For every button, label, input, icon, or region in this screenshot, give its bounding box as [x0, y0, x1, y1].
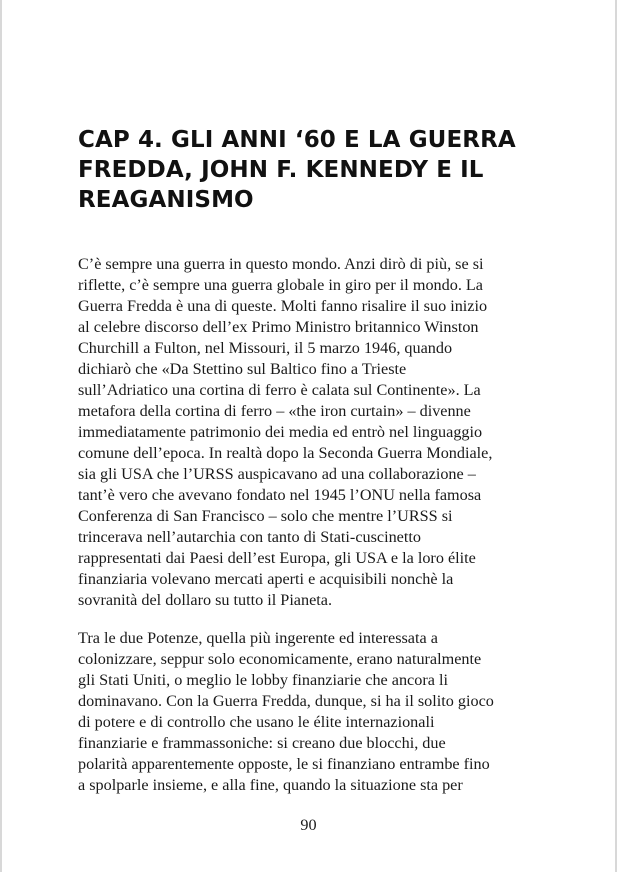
text-line: di potere e di controllo che usano le élite internazionali — [78, 713, 435, 731]
text-line: sia gli USA che l’URSS auspicavano ad una collaborazione – — [78, 465, 476, 483]
text-line: dichiarò che «Da Stettino sul Baltico fino a Trieste — [78, 360, 407, 378]
chapter-title-line: FREDDA, JOHN F. KENNEDY E IL — [78, 157, 484, 183]
text-line: sovranità del dollaro su tutto il Pianeta. — [78, 591, 333, 609]
chapter-title-line: REAGANISMO — [78, 187, 254, 213]
text-line: dominavano. Con la Guerra Fredda, dunque, si ha il solito gioco — [78, 692, 494, 710]
text-line: rappresentati dai Paesi dell’est Europa, gli USA e la loro élite — [78, 549, 476, 567]
text-line: gli Stati Uniti, o meglio le lobby finanziarie che ancora li — [78, 671, 448, 689]
text-line: sull’Adriatico una cortina di ferro è calata sul Continente». La — [78, 381, 481, 399]
chapter-title-line: CAP 4. GLI ANNI ‘60 E LA GUERRA — [78, 127, 516, 153]
text-line: al celebre discorso dell’ex Primo Ministro britannico Winston — [78, 318, 479, 336]
text-line: Guerra Fredda è una di queste. Molti fanno risalire il suo inizio — [78, 297, 488, 315]
text-line: immediatamente patrimonio dei media ed entrò nel linguaggio — [78, 423, 483, 441]
text-line: Churchill a Fulton, nel Missouri, il 5 marzo 1946, quando — [78, 339, 453, 357]
text-line: Conferenza di San Francisco – solo che mentre l’URSS si — [78, 507, 453, 525]
text-line: riflette, c’è sempre una guerra globale in giro per il mondo. La — [78, 276, 483, 294]
text-line: Tra le due Potenze, quella più ingerente ed interessata a — [78, 629, 438, 647]
page-frame-left — [0, 0, 2, 872]
text-line: trincerava nell’autarchia con tanto di Stati-cuscinetto — [78, 528, 421, 546]
text-line: colonizzare, seppur solo economicamente, erano naturalmente — [78, 650, 482, 668]
text-line: a spolparle insieme, e alla fine, quando la situazione sta per — [78, 776, 463, 794]
page-number: 90 — [300, 816, 317, 834]
text-line: comune dell’epoca. In realtà dopo la Seconda Guerra Mondiale, — [78, 444, 493, 462]
text-line: tant’è vero che avevano fondato nel 1945 l’ONU nella famosa — [78, 486, 482, 504]
text-line: finanziaria volevano mercati aperti e acquisibili nonchè la — [78, 570, 454, 588]
text-line: C’è sempre una guerra in questo mondo. Anzi dirò di più, se si — [78, 255, 484, 273]
text-line: finanziarie e frammassoniche: si creano due blocchi, due — [78, 734, 446, 752]
text-line: polarità apparentemente opposte, le si finanziano entrambe fino — [78, 755, 490, 773]
text-line: metafora della cortina di ferro – «the iron curtain» – divenne — [78, 402, 471, 420]
